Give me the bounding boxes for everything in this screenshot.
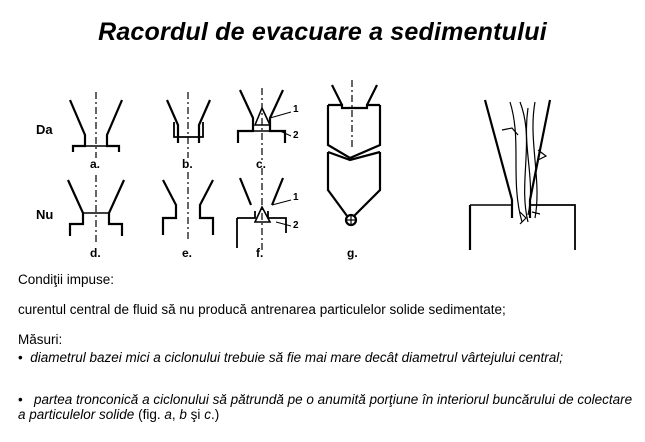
measure-2-and: şi [190, 407, 201, 422]
row-label-nu: Nu [36, 207, 54, 222]
vortex-sketch-drawing [470, 100, 575, 250]
measure-1-text: diametrul bazei mici a ciclonului trebuie să fie mai mare decât diametrul vârtejului central; [30, 350, 563, 365]
figure-d-drawing [68, 175, 124, 242]
measure-2-ref-c: c [204, 407, 211, 422]
page-title: Racordul de evacuare a sedimentului [98, 18, 547, 46]
figure-f-drawing [237, 168, 291, 250]
measure-2: • partea tronconică a ciclonului să pătrundă pe o anumită porţiune în interiorul buncărului de colectare a particulelor solide (fig. a, b şi c.) [18, 392, 633, 422]
measure-1 [18, 350, 633, 365]
figure-c-drawing [238, 88, 291, 160]
measures-heading: Măsuri: [18, 332, 63, 347]
callout-c-1: 1 [293, 104, 299, 115]
label-fig-d: d. [90, 246, 101, 260]
label-fig-e: e. [182, 246, 193, 260]
figure-a-drawing [70, 92, 122, 158]
measure-2-ref-b: b [179, 407, 187, 422]
conditions-heading: Condiţii impuse: [18, 272, 115, 287]
measure-2-text: partea tronconică a ciclonului să pătrundă pe o anumită porţiune în interiorul buncărului de colectare a particulelor solide [18, 392, 633, 422]
condition-text: curentul central de fluid să nu producă antrenarea particulelor solide sedimentate; [18, 302, 506, 317]
label-fig-b: b. [182, 157, 193, 171]
bullet: • [18, 392, 23, 407]
measure-2-end: .) [210, 407, 220, 422]
figure-g-drawing [328, 80, 380, 225]
measure-2-fig: (fig. [138, 407, 161, 422]
label-fig-f: f. [256, 246, 264, 260]
label-fig-g: g. [347, 246, 358, 260]
callout-f-2: 2 [293, 220, 299, 231]
row-label-da: Da [36, 122, 53, 137]
measure-2-ref-a: a [164, 407, 172, 422]
callout-c-2: 2 [293, 130, 299, 141]
figure-b-drawing [167, 92, 210, 158]
figure-e-drawing [163, 172, 213, 242]
callout-f-1: 1 [293, 192, 299, 203]
bullet: • [18, 350, 23, 365]
label-fig-c: c. [256, 157, 267, 171]
label-fig-a: a. [90, 157, 101, 171]
